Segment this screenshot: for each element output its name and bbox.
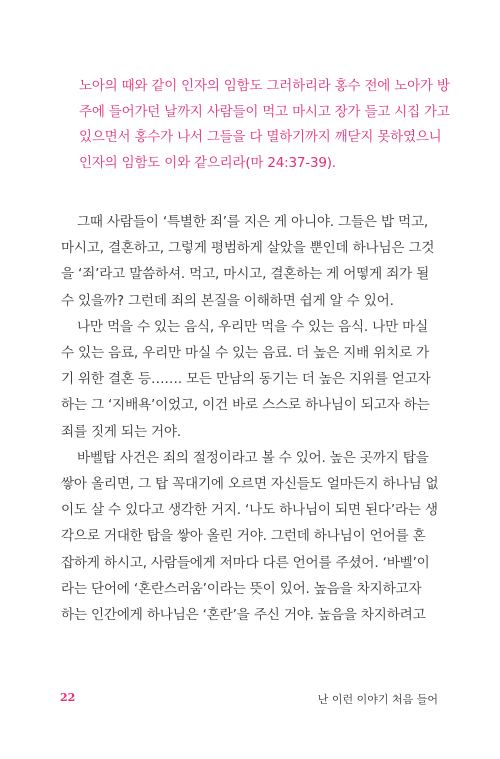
body-line: 바벨탑 사건은 죄의 절정이라고 볼 수 있어. 높은 곳까지 탑을 [77,449,429,466]
quote-line: 노아의 때와 같이 인자의 임함도 그러하리라 홍수 전에 노아가 방 [79,78,450,94]
body-line: 수 있는 음료, 우리만 마실 수 있는 음료. 더 높은 지배 위치로 가 [61,345,430,362]
running-book-title: 난 이런 이야기 처음 들어 [317,693,438,706]
body-line: 하는 그 ‘지배욕’이었고, 이건 바로 스스로 하나님이 되고자 하는 [61,397,430,414]
body-line: 을 ‘죄’라고 말씀하셔. 먹고, 마시고, 결혼하는 게 어떻게 죄가 될 [61,266,430,283]
body-line: 나만 먹을 수 있는 음식, 우리만 먹을 수 있는 음식. 나만 마실 [77,318,428,335]
body-text [61,209,439,628]
body-line: 죄를 짓게 되는 거야. [61,423,181,440]
body-line: 마시고, 결혼하고, 그렇게 평범하게 살았을 뿐인데 하나님은 그것 [61,240,435,257]
page-number: 22 [60,691,76,704]
body-line: 잡하게 하시고, 사람들에게 저마다 다른 언어를 주셨어. ‘바벨’이 [61,554,430,571]
body-line: 하는 인간에게 하나님은 ‘혼란’을 주신 거야. 높음을 차지하려고 [61,607,426,624]
scripture-quote [79,74,450,176]
body-line: 그때 사람들이 ‘특별한 죄’를 지은 게 아니야. 그들은 밥 먹고, [77,214,428,230]
body-line: 라는 단어에 ‘혼란스러움’이라는 뜻이 있어. 높음을 차지하고자 [61,580,422,597]
page-footer [0,691,500,709]
body-line: 수 있을까? 그런데 죄의 본질을 이해하면 쉽게 알 수 있어. [61,292,394,309]
quote-line: 주에 들어가던 날까지 사람들이 먹고 마시고 장가 들고 시집 가고 [79,103,450,120]
body-line: 각으로 거대한 탑을 쌓아 올린 거야. 그런데 하나님이 언어를 혼 [61,528,426,545]
body-line: 쌓아 올리면, 그 탑 꼭대기에 오르면 자신들도 얼마든지 하나님 없 [61,476,439,493]
body-line: 기 위한 결혼 등……. 모든 만남의 동기는 더 높은 지위를 얻고자 [61,371,431,388]
quote-line: 인자의 임함도 이와 같으리라(마 24:37-39). [79,154,336,171]
quote-line: 있으면서 홍수가 나서 그들을 다 멸하기까지 깨닫지 못하였으니 [79,129,442,145]
body-line: 이도 살 수 있다고 생각한 거지. ‘나도 하나님이 되면 된다’라는 생 [61,502,438,519]
